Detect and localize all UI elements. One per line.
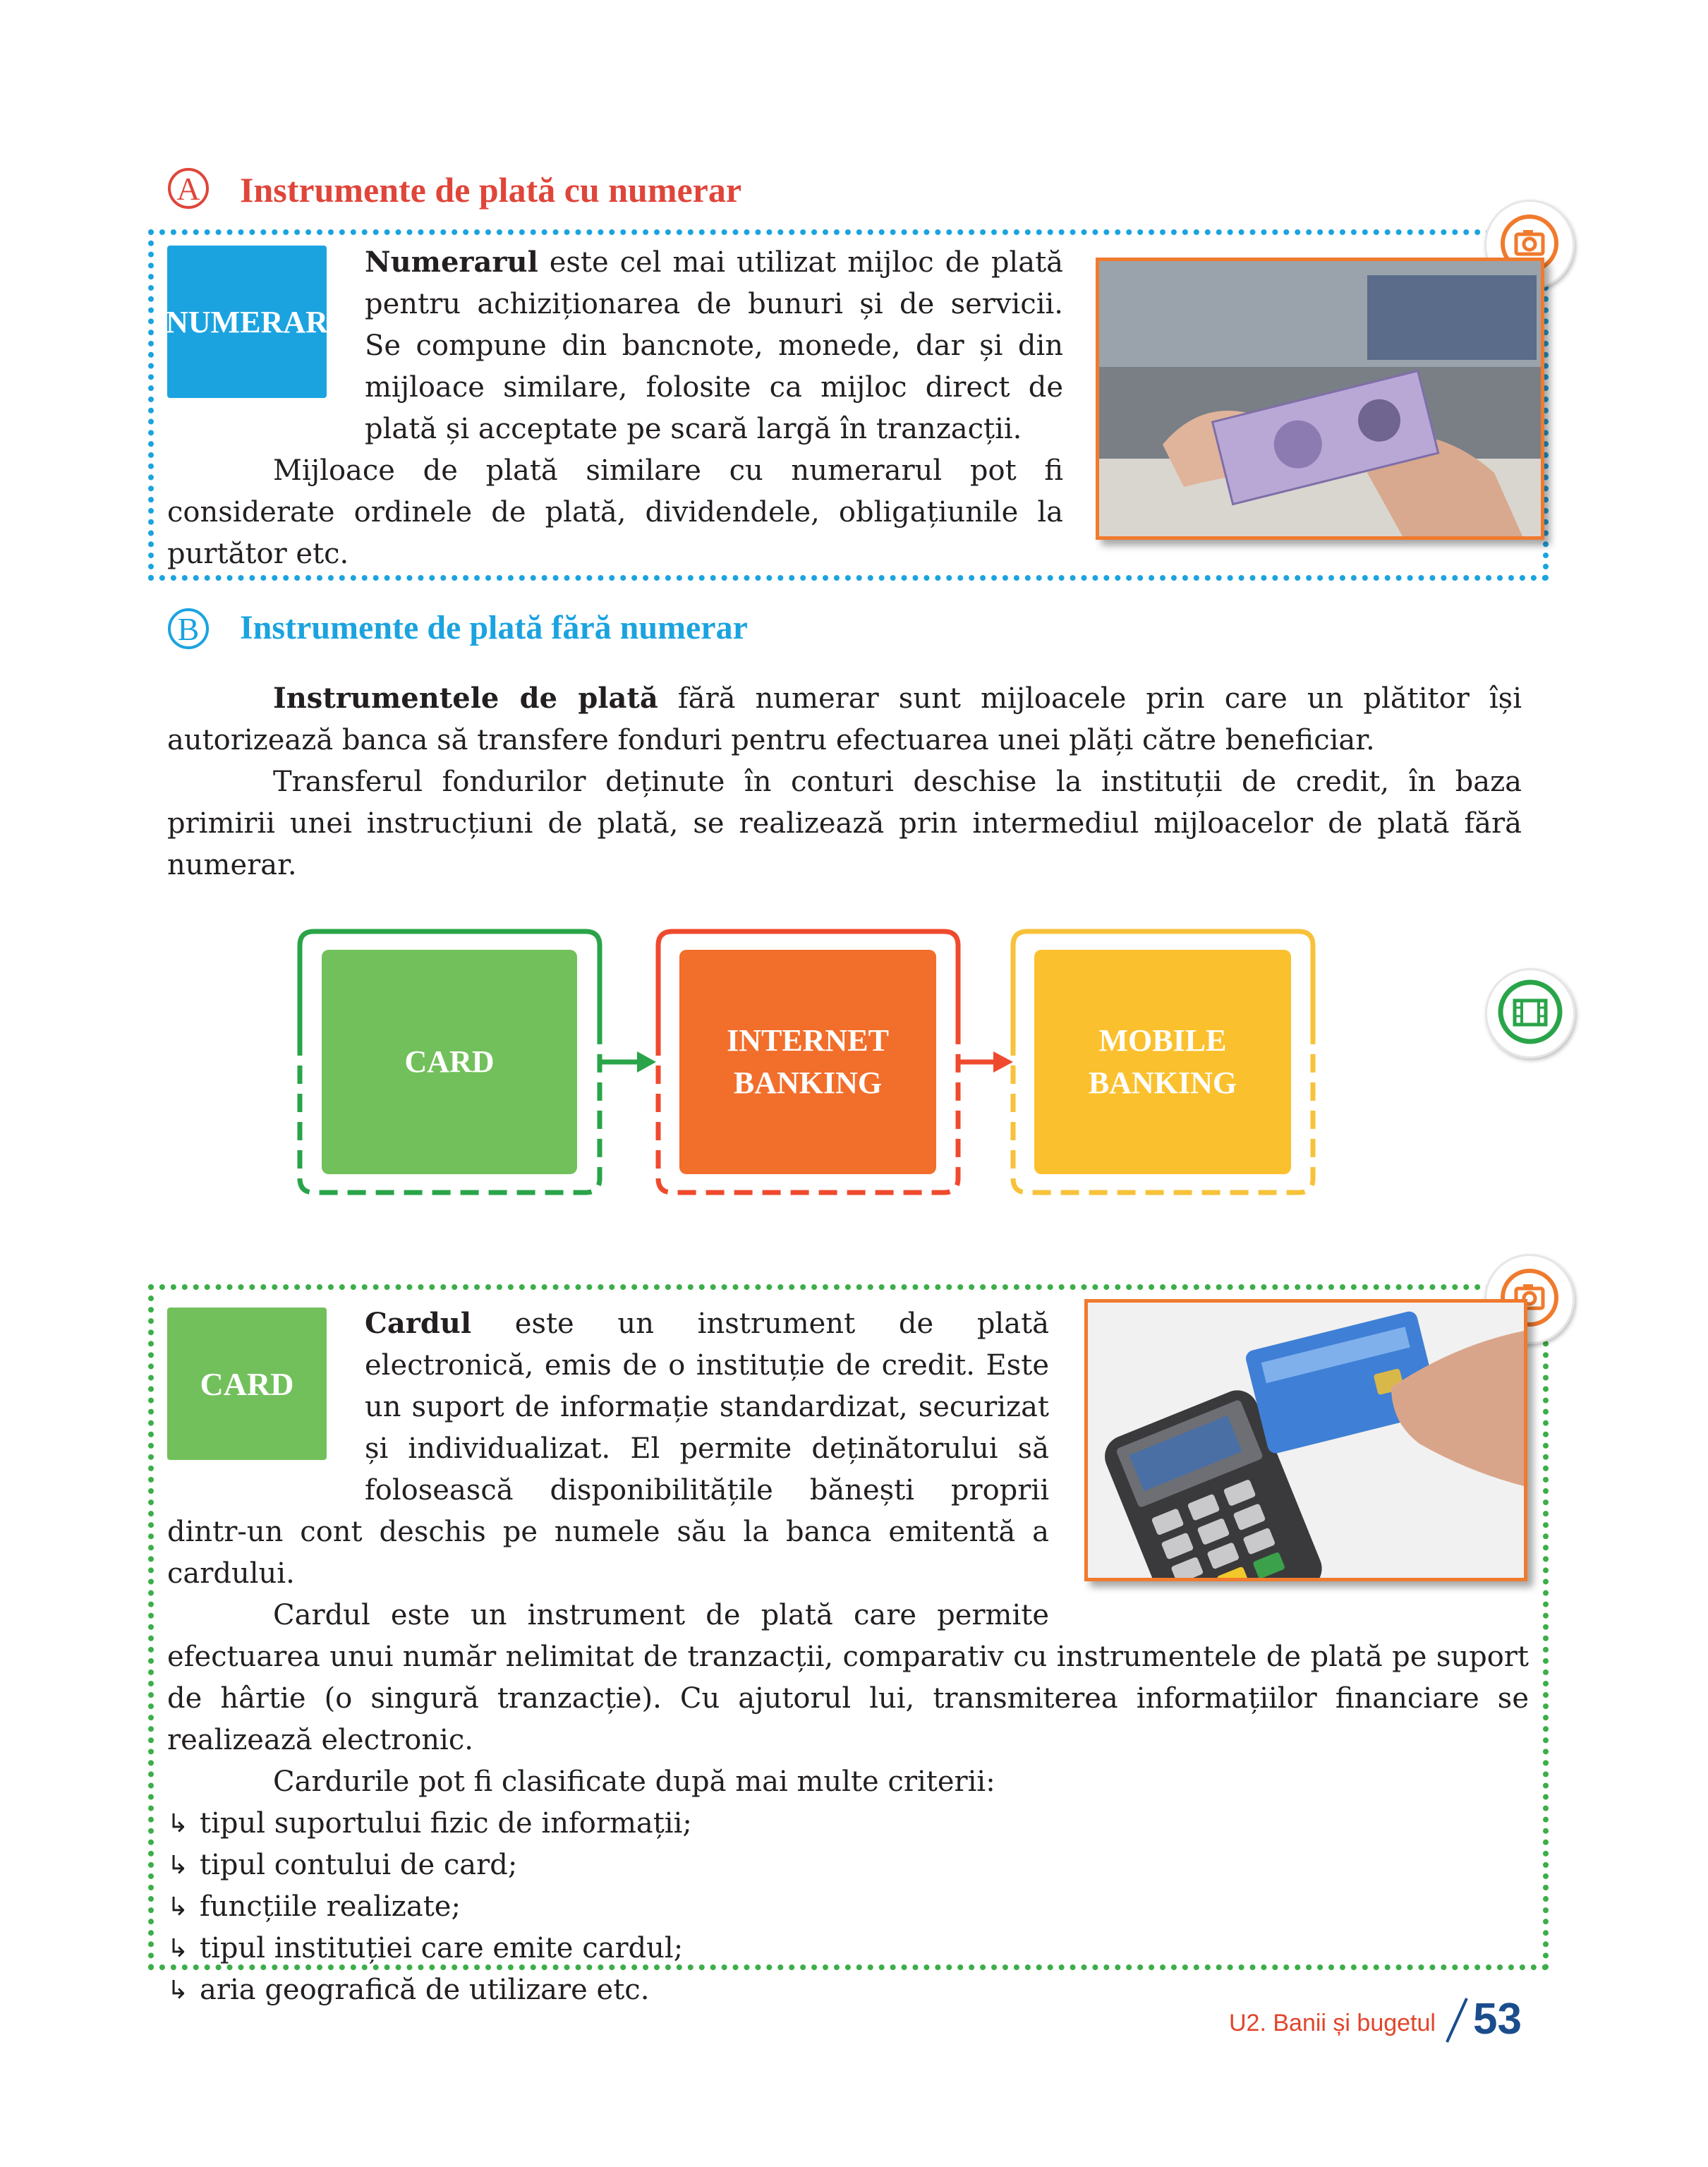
arrow-bullet-icon: ↳ (167, 1809, 189, 1838)
list-item: ↳ tipul instituției care emite cardul; (167, 1928, 1529, 1969)
video-badge (1485, 968, 1575, 1058)
card-paragraph-2: Cardul este un instrument de plată care permite efectuarea unui număr nelimitat de tranzacții, comparativ cu instrumentele de plată pe suport de hârtie (o singură tranzacție). Cu ajutorul lui, transmiterea informațiilor financiare se realizează electronic. (167, 1599, 1529, 1756)
footer-chapter: U2. Banii și bugetul (1229, 2010, 1436, 2036)
section-b-letter: B (168, 608, 209, 649)
list-item: ↳ tipul contului de card; (167, 1845, 1529, 1886)
arrow-bullet-icon: ↳ (167, 1851, 189, 1880)
list-item: ↳ aria geografică de utilizare etc. (167, 1969, 1529, 2011)
film-icon (1496, 978, 1564, 1049)
section-b-title: Instrumente de plată fără numerar (240, 609, 748, 646)
card-paragraph-1: Cardul este un instrument de plată electronică, emis de o instituție de credit. Este un suport de informație standardizat, securizat și individualizat. El permite deținătorului să folosească disponibilitățile bănești proprii dintr-un cont deschis pe numele său la banca emitentă a cardului. (167, 1307, 1049, 1590)
card-text (167, 1303, 1529, 2011)
numerar-label: NUMERAR (167, 246, 327, 398)
arrow-bullet-icon: ↳ (167, 1976, 189, 2005)
flow-card: CARD (322, 950, 577, 1174)
numerar-text (167, 241, 1063, 575)
section-b-text (167, 677, 1522, 886)
footer-divider (1443, 1996, 1471, 2045)
list-item: ↳ funcțiile realizate; (167, 1886, 1529, 1928)
flow-internet-banking: INTERNET BANKING (679, 950, 936, 1174)
section-a-title: Instrumente de plată cu numerar (240, 170, 742, 210)
section-b-paragraph-1: Instrumentele de plată fără numerar sunt mijloacele prin care un plătitor își autorizează banca să transfere fonduri pentru efectuarea unei plăți către beneficiar. (167, 682, 1522, 756)
arrow-bullet-icon: ↳ (167, 1893, 189, 1921)
arrow-bullet-icon: ↳ (167, 1934, 189, 1963)
cash-photo (1096, 258, 1544, 540)
card-paragraph-3: Cardurile pot fi clasificate după mai multe criterii: (273, 1765, 995, 1798)
flow-mobile-banking: MOBILE BANKING (1034, 950, 1291, 1174)
list-item: ↳ tipul suportului fizic de informații; (167, 1803, 1529, 1845)
card-label: CARD (167, 1308, 327, 1460)
page-number: 53 (1473, 1995, 1522, 2044)
section-a-letter: A (168, 168, 209, 209)
numerar-paragraph-1: Numerarul este cel mai utilizat mijloc de plată pentru achiziționarea de bunuri și de servicii. Se compune din bancnote, monede, dar și din mijloace similare, folosite ca mijloc direct de plată și acceptate pe scară largă în tranzacții. (365, 246, 1063, 445)
card-criteria-list (167, 1803, 1529, 2011)
numerar-paragraph-2: Mijloace de plată similare cu numerarul pot fi considerate ordinele de plată, dividendele, obligațiunile la purtător etc. (167, 454, 1063, 570)
section-b-paragraph-2: Transferul fondurilor deținute în conturi deschise la instituții de credit, în baza primirii unei instrucțiuni de plată, se realizează prin intermediul mijloacelor de plată fără numerar. (167, 766, 1522, 881)
